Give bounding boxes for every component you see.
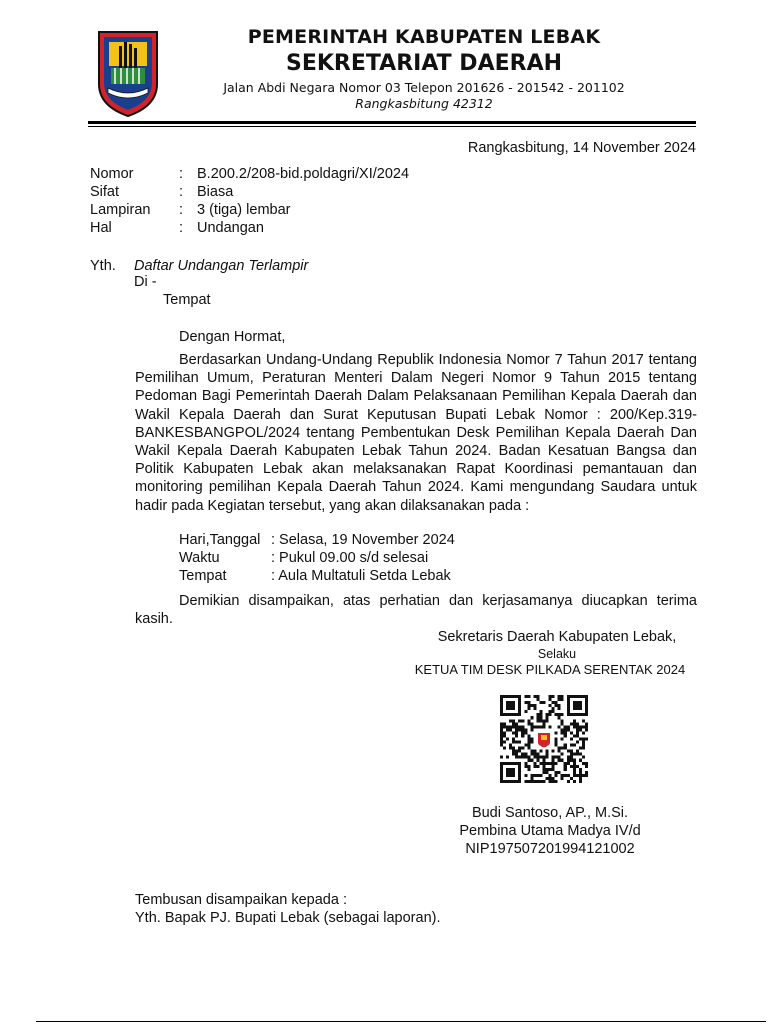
cc-heading: Tembusan disampaikan kepada : — [135, 892, 347, 908]
kabupaten-lebak-logo — [95, 26, 161, 118]
signatory-rank: Pembina Utama Madya IV/d — [459, 823, 641, 839]
meta-label-hal: Hal — [90, 220, 112, 236]
meta-colon: : — [179, 184, 184, 200]
signatory-selaku: Selaku — [537, 647, 577, 661]
signatory-title: Sekretaris Daerah Kabupaten Lebak, — [437, 629, 677, 645]
letterhead-address: Jalan Abdi Negara Nomor 03 Telepon 201626 - 201542 - 201102 — [223, 80, 625, 95]
schedule-value-place: : Aula Multatuli Setda Lebak — [271, 568, 451, 584]
place-date: Rangkasbitung, 14 November 2024 — [467, 140, 696, 156]
letterhead-office: SEKRETARIAT DAERAH — [285, 51, 563, 76]
addressee: Daftar Undangan Terlampir — [134, 258, 309, 274]
schedule-label-place: Tempat — [179, 568, 227, 584]
meta-value-sifat: Biasa — [197, 184, 234, 200]
letterhead-city: Rangkasbitung 42312 — [355, 96, 493, 111]
addressee-place: Tempat — [163, 292, 211, 308]
addressee-prefix: Yth. — [90, 258, 116, 274]
footer-rule — [36, 1021, 766, 1022]
signatory-role: KETUA TIM DESK PILKADA SERENTAK 2024 — [414, 662, 686, 677]
meta-label-lampiran: Lampiran — [90, 202, 151, 218]
cc-item: Yth. Bapak PJ. Bupati Lebak (sebagai laporan). — [135, 910, 441, 926]
meta-label-sifat: Sifat — [90, 184, 120, 200]
letterhead-rule-thin — [88, 126, 696, 127]
qr-code — [500, 695, 588, 783]
qr-center-emblem-detail — [541, 735, 547, 740]
schedule-label-time: Waktu — [179, 550, 220, 566]
letterhead-rule-thick — [88, 121, 696, 124]
schedule-value-time: : Pukul 09.00 s/d selesai — [271, 550, 429, 566]
schedule-value-date: : Selasa, 19 November 2024 — [271, 532, 455, 548]
meta-value-lampiran: 3 (tiga) lembar — [197, 202, 291, 218]
closing — [135, 592, 697, 628]
body-paragraph: Berdasarkan Undang-Undang Republik Indonesia Nomor 7 Tahun 2017 tentang Pemilihan Umum, Peraturan Menteri Dalam Negeri Nomor 9 Tahun 2015 tentang Pedoman Bagi Pemerintah Daerah Dalam Pelaksanaan Pemilihan Kepala Daerah dan Wakil Kepala Daerah dan Surat Keputusan Bupati Lebak Nomor : 200/Kep.319-BANKESBANGPOL/2024 tentang Pembentukan Desk Pemilihan Kepala Daerah Dan Wakil Kepala Daerah Kabupaten Lebak Tahun 2024. Badan Kesatuan Bangsa dan Politik Kabupaten Lebak akan melaksanakan Rapat Koordinasi pemantauan dan monitoring pemilihan Kepala Daerah Tahun 2024. Kami mengundang Saudara untuk hadir pada Kegiatan tersebut, yang akan dilaksanakan pada : — [135, 352, 697, 514]
meta-value-hal: Undangan — [197, 220, 264, 236]
meta-colon: : — [179, 166, 184, 182]
meta-value-nomor: B.200.2/208-bid.poldagri/XI/2024 — [197, 166, 410, 182]
addressee-di: Di - — [134, 274, 157, 290]
letter-body — [135, 351, 697, 515]
signatory-name: Budi Santoso, AP., M.Si. — [471, 805, 629, 821]
signatory-nip: NIP197507201994121002 — [465, 841, 635, 857]
letterhead-government: PEMERINTAH KABUPATEN LEBAK — [247, 26, 601, 48]
schedule-label-date: Hari,Tanggal — [179, 532, 261, 548]
meta-colon: : — [179, 202, 184, 218]
meta-colon: : — [179, 220, 184, 236]
greeting: Dengan Hormat, — [179, 329, 286, 345]
meta-label-nomor: Nomor — [90, 166, 134, 182]
closing-paragraph: Demikian disampaikan, atas perhatian dan kerjasamanya diucapkan terima kasih. — [135, 593, 697, 628]
